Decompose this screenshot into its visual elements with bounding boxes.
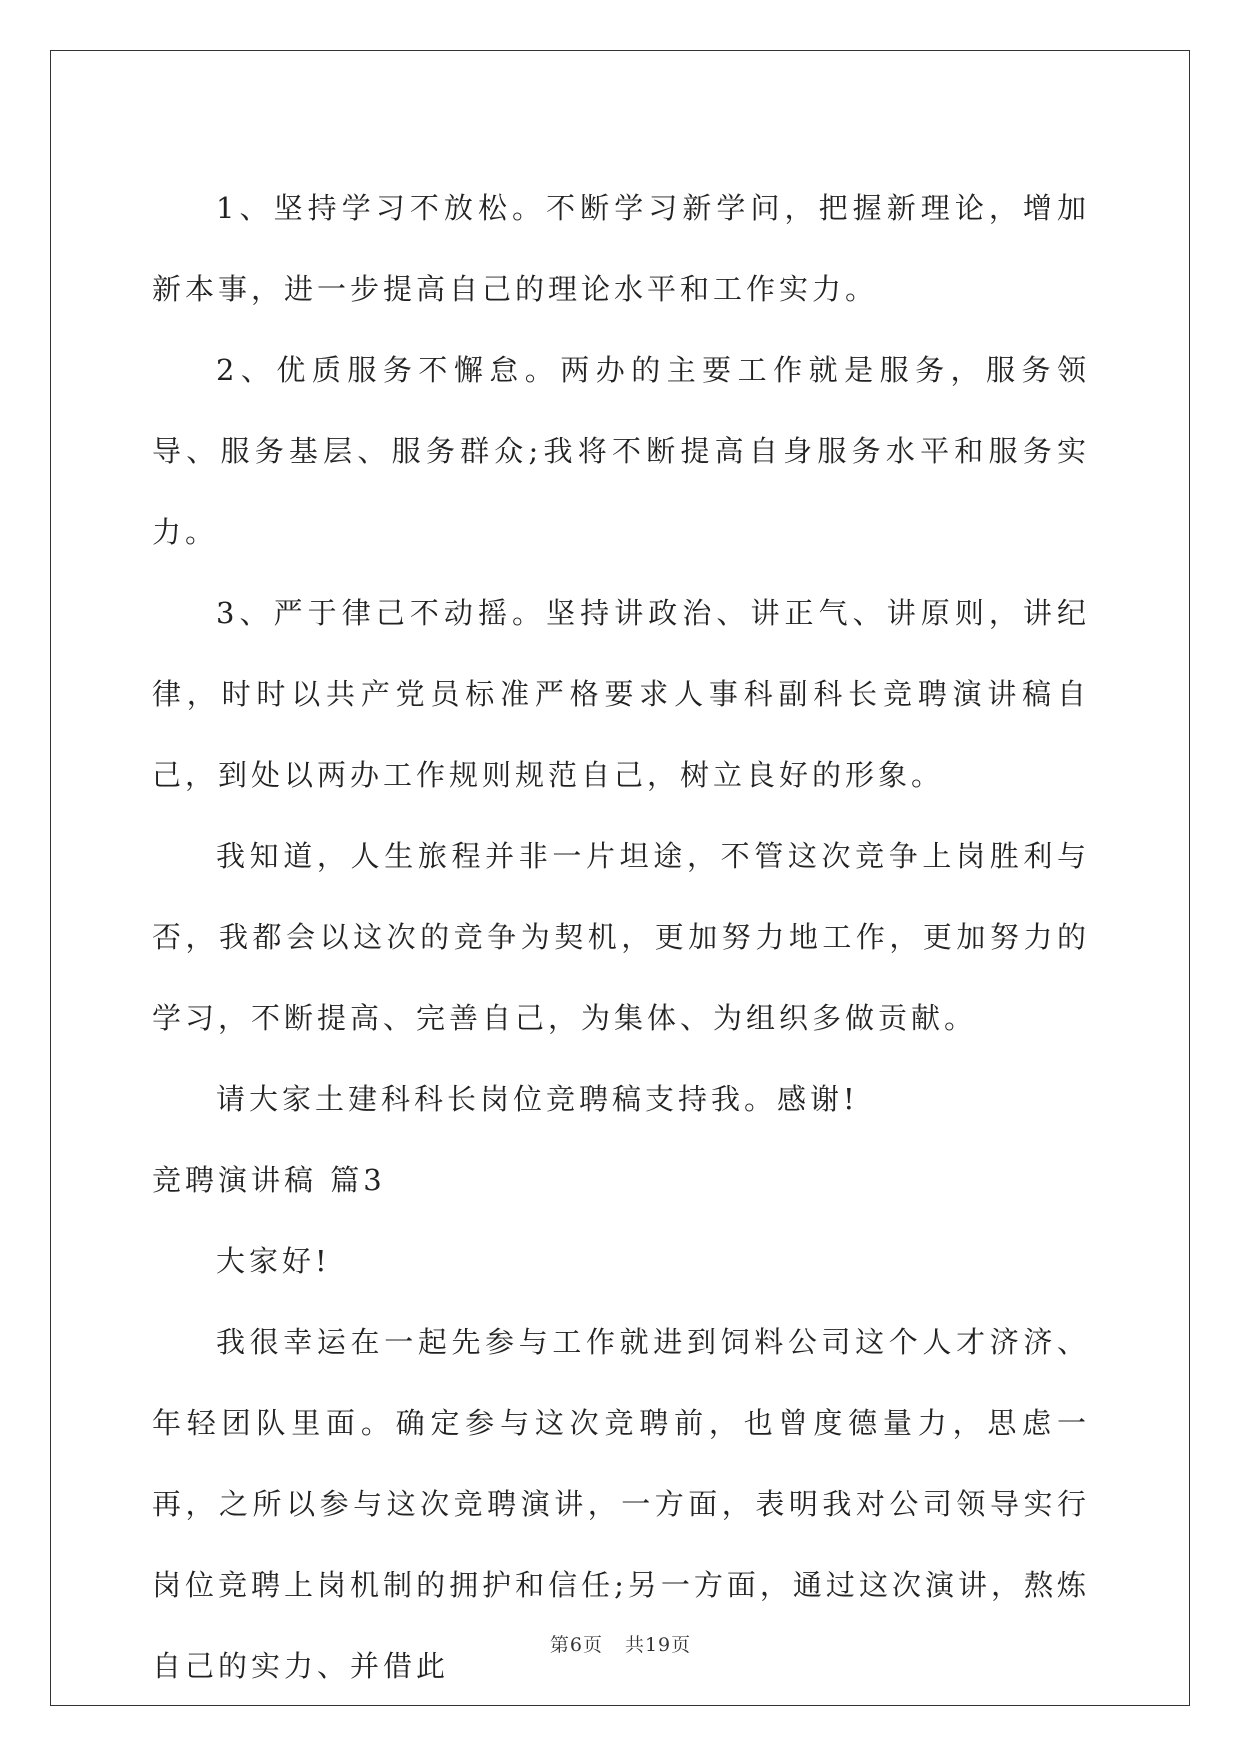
- document-body: [152, 168, 1090, 1707]
- paragraph-4: 我知道，人生旅程并非一片坦途，不管这次竞争上岗胜利与否，我都会以这次的竞争为契机，更加努力地工作，更加努力的学习，不断提高、完善自己，为集体、为组织多做贡献。: [152, 839, 1090, 1035]
- total-pages: 共19页: [624, 1634, 692, 1656]
- page-number: 第6页: [549, 1634, 603, 1656]
- paragraph-3: 3、严于律己不动摇。坚持讲政治、讲正气、讲原则，讲纪律，时时以共产党员标准严格要求人事科副科长竞聘演讲稿自己，到处以两办工作规则规范自己，树立良好的形象。: [152, 596, 1090, 792]
- paragraph-5: 请大家土建科科长岗位竞聘稿支持我。感谢!: [216, 1082, 859, 1116]
- paragraph-2: 2、优质服务不懈怠。两办的主要工作就是服务，服务领导、服务基层、服务群众;我将不断提高自身服务水平和服务实力。: [152, 353, 1090, 549]
- page-footer: [0, 1630, 1241, 1657]
- section-heading: 竞聘演讲稿 篇3: [152, 1163, 386, 1197]
- greeting: 大家好!: [216, 1244, 331, 1278]
- paragraph-6: 我很幸运在一起先参与工作就进到饲料公司这个人才济济、年轻团队里面。确定参与这次竞聘前，也曾度德量力，思虑一再，之所以参与这次竞聘演讲，一方面，表明我对公司领导实行岗位竞聘上岗机制的拥护和信任;另一方面，通过这次演讲，熬炼自己的实力、并借此: [152, 1325, 1090, 1683]
- paragraph-1: 1、坚持学习不放松。不断学习新学问，把握新理论，增加新本事，进一步提高自己的理论水平和工作实力。: [152, 191, 1090, 306]
